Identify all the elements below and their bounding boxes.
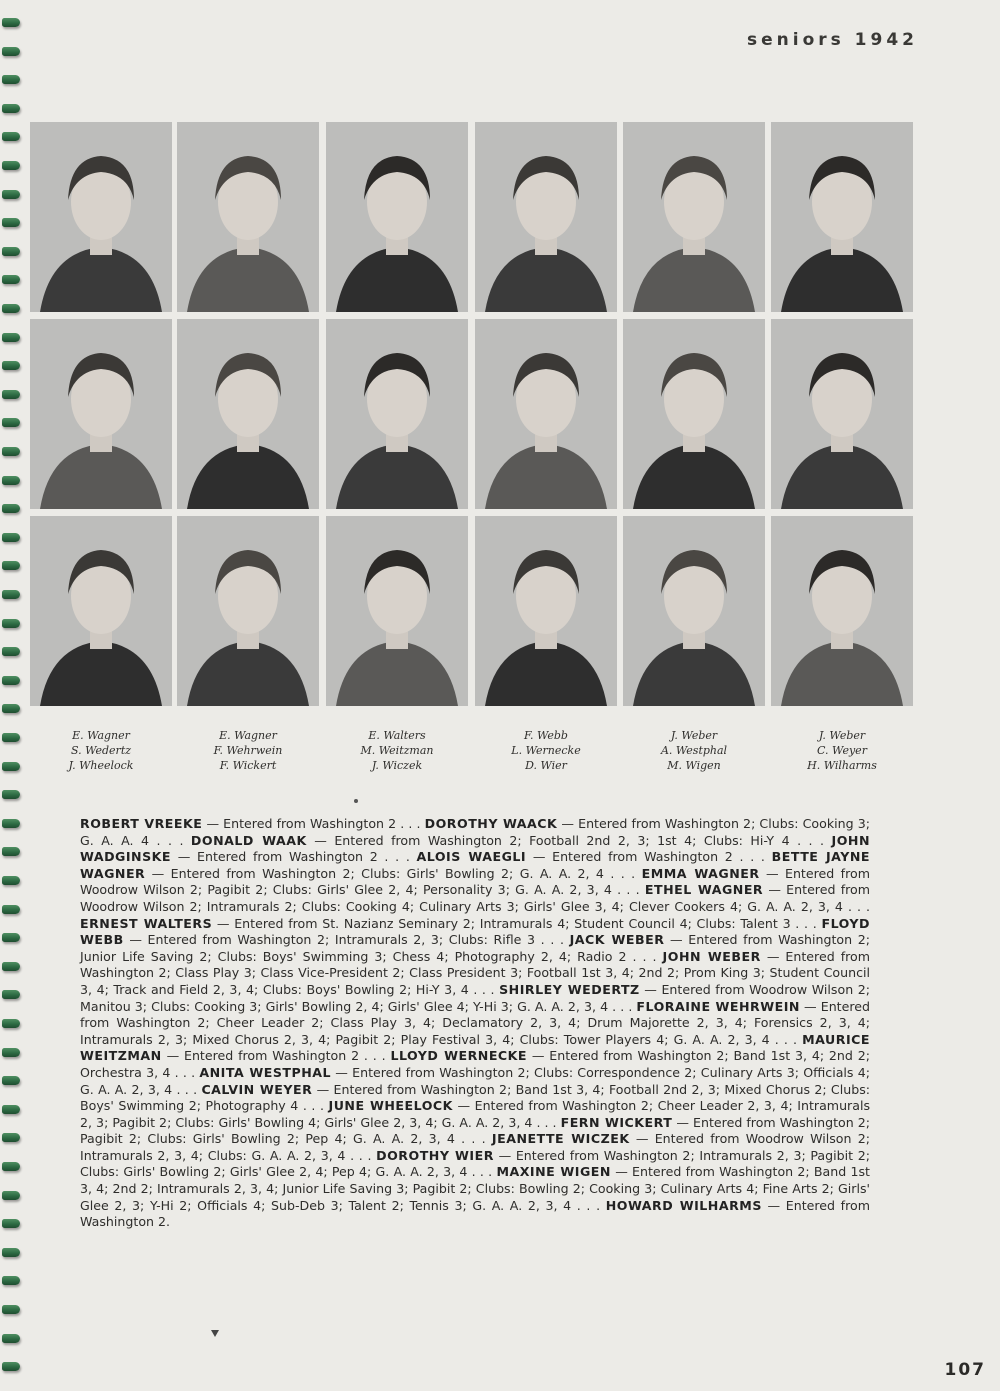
portrait-photo	[623, 516, 765, 706]
spiral-coil	[2, 704, 20, 713]
spiral-coil	[2, 561, 20, 570]
student-activities: — Entered from Washington 2 . . .	[161, 1048, 391, 1064]
portrait-silhouette-icon	[30, 319, 172, 509]
portrait-photo	[771, 319, 913, 509]
spiral-coil	[2, 218, 20, 227]
portrait-silhouette-icon	[326, 319, 468, 509]
portrait-silhouette-icon	[326, 122, 468, 312]
spiral-coil	[2, 590, 20, 599]
portrait-silhouette-icon	[177, 516, 319, 706]
spiral-coil	[2, 75, 20, 84]
caption-name: E. Wagner	[72, 729, 130, 742]
portrait-photo	[475, 319, 617, 509]
spiral-coil	[2, 647, 20, 656]
caption-column	[771, 728, 913, 773]
spiral-coil	[2, 361, 20, 370]
spiral-coil	[2, 533, 20, 542]
spiral-coil	[2, 1048, 20, 1057]
portrait-silhouette-icon	[771, 122, 913, 312]
student-activities: — Entered from Washington 2 . . .	[202, 816, 425, 831]
portrait-silhouette-icon	[177, 319, 319, 509]
student-activities: — Entered from Washington 2; Pagibit 2; Clubs: Girls' Bowling 2; Pep 4; G. A. A. 2, 3, 4 . . .	[80, 1114, 871, 1147]
caption-name: M. Weitzman	[360, 744, 434, 757]
spiral-binding	[0, 0, 26, 1391]
portrait-photo	[475, 516, 617, 706]
page-header: seniors 1942	[747, 30, 918, 50]
student-name: JACK WEBER	[569, 932, 665, 948]
student-activities: — Entered from Woodrow Wilson 2; Pagibit 2; Clubs: Girls' Glee 2, 4; Personality 3; G. A. A. 2, 3, 4 . . .	[80, 865, 870, 898]
caption-name: H. Wilharms	[807, 759, 877, 772]
spiral-coil	[2, 476, 20, 485]
portrait-photo	[30, 516, 172, 706]
caption-column	[30, 728, 172, 773]
spiral-coil	[2, 333, 20, 342]
spiral-coil	[2, 619, 20, 628]
caption-name: J. Wiczek	[371, 759, 423, 772]
student-name: JOHN WADGINSKE	[80, 832, 870, 865]
portrait-photo	[30, 122, 172, 312]
spiral-coil	[2, 47, 20, 56]
spiral-coil	[2, 504, 20, 513]
spiral-coil	[2, 304, 20, 313]
student-name: BETTE JAYNE WAGNER	[80, 849, 870, 881]
student-name: ETHEL WAGNER	[644, 882, 764, 898]
portrait-photo	[326, 516, 468, 706]
student-name: JOHN WEBER	[662, 948, 761, 964]
student-name: EMMA WAGNER	[641, 865, 760, 881]
student-name: MAURICE WEITZMAN	[80, 1031, 870, 1064]
caption-column	[326, 728, 468, 773]
spiral-coil	[2, 1362, 20, 1371]
student-activities: — Entered from Woodrow Wilson 2; Intramurals 2; Clubs: Cooking 4; Culinary Arts 3; Girls' Glee 3, 4; Clever Cookers 4; G. A. A. 2, 3, 4 . . .	[80, 882, 870, 914]
spiral-coil	[2, 161, 20, 170]
caption-name: C. Weyer	[817, 744, 867, 757]
spiral-coil	[2, 1334, 20, 1343]
spiral-coil	[2, 247, 20, 256]
student-name: ERNEST WALTERS	[80, 915, 213, 931]
student-activities: — Entered from Washington 2; Band 1st 3, 4; Football 2nd 2, 3; Mixed Chorus 2; Clubs: Boys' Swimming 2; Photography 4 . . .	[80, 1081, 871, 1114]
spiral-coil	[2, 819, 20, 828]
spiral-coil	[2, 1076, 20, 1085]
portrait-grid	[30, 122, 914, 712]
caption-name: E. Walters	[368, 729, 426, 742]
student-name: JEANETTE WICZEK	[491, 1131, 630, 1147]
caption-name: D. Wier	[525, 759, 567, 772]
spiral-coil	[2, 1105, 20, 1114]
student-name: LLOYD WERNECKE	[390, 1048, 528, 1064]
student-name: FERN WICKERT	[560, 1114, 673, 1130]
caption-name: J. Weber	[670, 729, 718, 742]
portrait-silhouette-icon	[177, 122, 319, 312]
spiral-coil	[2, 733, 20, 742]
caption-name: E. Wagner	[219, 729, 277, 742]
student-name: DOROTHY WAACK	[424, 816, 558, 831]
caption-name: F. Wickert	[219, 759, 277, 772]
portrait-silhouette-icon	[771, 516, 913, 706]
portrait-silhouette-icon	[475, 516, 617, 706]
portrait-silhouette-icon	[475, 319, 617, 509]
caption-name: M. Wigen	[667, 759, 721, 772]
portrait-photo	[326, 122, 468, 312]
student-activities: — Entered from Washington 2; Intramurals 2, 3; Clubs: Rifle 3 . . .	[123, 932, 570, 948]
caption-name: J. Wheelock	[68, 759, 134, 772]
portrait-silhouette-icon	[475, 122, 617, 312]
student-activities: — Entered from Washington 2; Cheer Leader 2, 3, 4; Intramurals 2, 3; Pagibit 2; Clubs: Girls' Bowling 4; Girls' Glee 2, 3, 4; G. A. A. 2, 3, 4 . . .	[80, 1098, 871, 1130]
spiral-coil	[2, 1276, 20, 1285]
spiral-coil	[2, 1191, 20, 1200]
caption-name: F. Webb	[524, 729, 568, 742]
spiral-coil	[2, 104, 20, 113]
student-activities: — Entered from Washington 2; Clubs: Cooking 3; G. A. A. 4 . . .	[80, 816, 870, 848]
spiral-coil	[2, 933, 20, 942]
student-activities: — Entered from Washington 2; Clubs: Girls' Bowling 2; G. A. A. 2, 4 . . .	[145, 865, 642, 881]
spiral-coil	[2, 447, 20, 456]
student-activities: — Entered from St. Nazianz Seminary 2; Intramurals 4; Student Council 4; Clubs: Talent 3 . . .	[212, 915, 822, 931]
spiral-coil	[2, 990, 20, 999]
spiral-coil	[2, 190, 20, 199]
portrait-photo	[177, 319, 319, 509]
spiral-coil	[2, 847, 20, 856]
student-name: CALVIN WEYER	[201, 1081, 313, 1097]
student-activities: — Entered from Washington 2.	[80, 1197, 870, 1230]
spiral-coil	[2, 1219, 20, 1228]
spiral-coil	[2, 876, 20, 885]
spiral-coil	[2, 1248, 20, 1257]
spiral-coil	[2, 1019, 20, 1028]
portrait-photo	[623, 122, 765, 312]
biography-text	[80, 816, 870, 1231]
student-name: FLOYD WEBB	[80, 915, 870, 948]
portrait-silhouette-icon	[623, 122, 765, 312]
student-activities: — Entered from Washington 2; Football 2nd 2, 3; 1st 4; Clubs: Hi-Y 4 . . .	[306, 832, 832, 848]
portrait-silhouette-icon	[623, 516, 765, 706]
portrait-silhouette-icon	[30, 122, 172, 312]
portrait-photo	[177, 516, 319, 706]
student-name: ALOIS WAEGLI	[416, 849, 527, 865]
print-mark	[211, 1330, 219, 1337]
spiral-coil	[2, 1133, 20, 1142]
portrait-silhouette-icon	[326, 516, 468, 706]
spiral-coil	[2, 18, 20, 27]
portrait-photo	[623, 319, 765, 509]
student-name: FLORAINE WEHRWEIN	[636, 998, 800, 1014]
spiral-coil	[2, 676, 20, 685]
spiral-coil	[2, 1305, 20, 1314]
print-speck	[354, 799, 358, 803]
student-activities: — Entered from Washington 2; Intramurals 2, 3; Pagibit 2; Clubs: Girls' Bowling 2; Girls' Glee 2, 4; Pep 4; G. A. A. 2, 3, 4 . . .	[80, 1147, 870, 1180]
caption-column	[623, 728, 765, 773]
portrait-photo	[475, 122, 617, 312]
student-activities: — Entered from Washington 2; Junior Life Saving 2; Clubs: Boys' Swimming 3; Chess 4; Photography 2, 4; Radio 2 . . .	[80, 932, 870, 964]
portrait-silhouette-icon	[623, 319, 765, 509]
caption-column	[177, 728, 319, 773]
page-number: 107	[944, 1360, 986, 1380]
spiral-coil	[2, 1162, 20, 1171]
spiral-coil	[2, 905, 20, 914]
student-name: SHIRLEY WEDERTZ	[499, 981, 640, 997]
student-name: MAXINE WIGEN	[496, 1164, 611, 1180]
caption-name: F. Wehrwein	[213, 744, 283, 757]
spiral-coil	[2, 390, 20, 399]
student-name: ROBERT VREEKE	[80, 816, 203, 831]
portrait-photo	[177, 122, 319, 312]
student-activities: — Entered from Washington 2; Band 1st 3, 4; 2nd 2; Intramurals 2, 3, 4; Junior Life Saving 3; Pagibit 2; Clubs: Bowling 2; Cooking 3; Culinary Arts 4; Fine Arts 2; Girls' Glee 2, 3; Y-Hi 2; Officials 4; Sub-Deb 3; Talent 2; Tennis 3; G. A. A. 2, 3, 4 . . .	[80, 1164, 870, 1213]
spiral-coil	[2, 132, 20, 141]
spiral-coil	[2, 790, 20, 799]
portrait-photo	[771, 122, 913, 312]
student-name: DONALD WAAK	[190, 832, 307, 848]
portrait-photo	[326, 319, 468, 509]
student-activities: — Entered from Woodrow Wilson 2; Intramurals 2, 3, 4; Clubs: G. A. A. 2, 3, 4 . . .	[80, 1131, 871, 1163]
student-activities: — Entered from Washington 2; Class Play 3; Class Vice-President 2; Class President 3; Football 1st 3, 4; 2nd 2; Prom King 3; Student Council 3, 4; Track and Field 2, 3, 4; Clubs: Boys' Bowling 2; Hi-Y 3, 4 . . .	[80, 948, 870, 997]
student-activities: — Entered from Woodrow Wilson 2; Manitou 3; Clubs: Cooking 3; Girls' Bowling 2, 4; Girls' Glee 4; Y-Hi 3; G. A. A. 2, 3, 4 . . .	[80, 981, 871, 1014]
portrait-silhouette-icon	[30, 516, 172, 706]
spiral-coil	[2, 275, 20, 284]
spiral-coil	[2, 962, 20, 971]
portrait-silhouette-icon	[771, 319, 913, 509]
spiral-coil	[2, 418, 20, 427]
student-activities: — Entered from Washington 2; Band 1st 3, 4; 2nd 2; Orchestra 3, 4 . . .	[80, 1048, 870, 1080]
student-activities: — Entered from Washington 2 . . .	[526, 849, 772, 865]
caption-name: J. Weber	[818, 729, 866, 742]
portrait-photo	[771, 516, 913, 706]
portrait-photo	[30, 319, 172, 509]
caption-name: S. Wedertz	[70, 744, 132, 757]
student-activities: — Entered from Washington 2; Clubs: Correspondence 2; Culinary Arts 3; Officials 4; G. A. A. 2, 3, 4 . . .	[80, 1064, 870, 1097]
spiral-coil	[2, 762, 20, 771]
student-activities: — Entered from Washington 2; Cheer Leader 2; Class Play 3, 4; Declamatory 2, 3, 4; Drum Majorette 2, 3, 4; Forensics 2, 3, 4; Intramurals 2, 3; Mixed Chorus 2, 3, 4; Pagibit 2; Play Festival 3, 4; Clubs: Tower Players 4; G. A. A. 2, 3, 4 . . .	[80, 998, 870, 1047]
student-name: ANITA WESTPHAL	[199, 1064, 332, 1080]
student-name: DOROTHY WIER	[376, 1147, 494, 1163]
student-activities: — Entered from Washington 2 . . .	[171, 849, 417, 865]
caption-name: L. Wernecke	[511, 744, 581, 757]
caption-column	[475, 728, 617, 773]
student-name: HOWARD WILHARMS	[605, 1197, 762, 1213]
caption-name: A. Westphal	[660, 744, 728, 757]
student-name: JUNE WHEELOCK	[328, 1098, 453, 1114]
